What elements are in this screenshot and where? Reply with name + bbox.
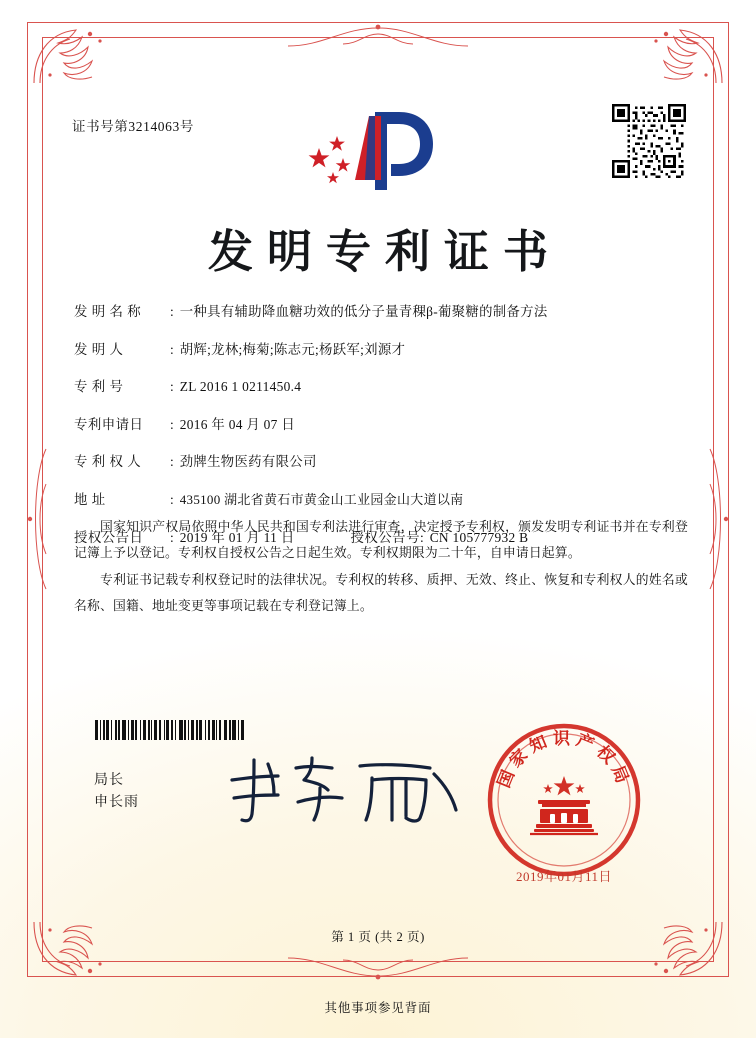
paragraph-1: 国家知识产权局依照中华人民共和国专利法进行审查，决定授予专利权，颁发发明专利证书并在专利登记簿上予以登记。专利权自授权公告之日起生效。专利权期限为二十年，自申请日起算。 [74, 520, 688, 560]
director-title-label: 局长 [94, 773, 124, 788]
certificate-number: 证书号第3214063号 [72, 119, 194, 134]
cnipa-logo-icon [303, 102, 453, 194]
field-value: ZL 2016 1 0211450.4 [179, 379, 302, 395]
official-seal [484, 720, 644, 880]
field-label: 发 明 名 称 [74, 304, 142, 319]
field-label: 专 利 号 [74, 379, 124, 395]
field-colon: : [170, 341, 174, 357]
field-value: 胡辉;龙林;梅菊;陈志元;杨跃军;刘源才 [179, 341, 406, 357]
qr-code [612, 104, 686, 178]
field-row-inventors [74, 340, 686, 360]
field-colon: : [170, 454, 174, 470]
legal-text [74, 515, 688, 621]
footnote: 其他事项参见背面 [324, 1001, 432, 1015]
page-title: 发明专利证书 [207, 225, 562, 278]
handwritten-signature [220, 750, 470, 830]
field-row-patent-number [74, 377, 686, 397]
right-edge-ornament [706, 444, 732, 594]
left-edge-ornament [24, 444, 50, 594]
field-value: 一种具有辅助降血糖功效的低分子量青稞β-葡聚糖的制备方法 [179, 304, 548, 319]
field-row-invention-name [74, 302, 686, 322]
signature-block [94, 770, 139, 813]
seal-date: 2019年01月11日 [515, 869, 613, 884]
field-value: 2016 年 04 月 07 日 [179, 416, 296, 432]
field-row-patentee [74, 452, 686, 472]
field-row-address [74, 490, 686, 510]
field-colon: : [170, 416, 174, 432]
field-row-application-date [74, 415, 686, 435]
field-value-grant-number: CN 105777932 B [429, 529, 529, 545]
field-label: 专利申请日 [74, 416, 144, 432]
field-label: 地 址 [74, 492, 106, 508]
field-value: 435100 湖北省黄石市黄金山工业园金山大道以南 [179, 492, 464, 508]
field-label: 授权公告日 [74, 529, 144, 545]
field-label: 专 利 权 人 [74, 454, 142, 470]
field-colon: : [170, 492, 174, 508]
field-value-grant-date: 2019 年 01 月 11 日 [179, 529, 295, 545]
field-colon: : [170, 304, 174, 319]
field-label-grant-number: 授权公告号 [350, 529, 420, 545]
field-colon: : [419, 529, 424, 545]
certificate-content [60, 60, 696, 950]
field-colon: : [170, 379, 174, 395]
barcode [95, 720, 295, 740]
field-colon: : [170, 529, 174, 545]
field-label: 发 明 人 [74, 341, 124, 357]
bottom-edge-ornament [283, 954, 473, 982]
paragraph-2: 专利证书记载专利权登记时的法律状况。专利权的转移、质押、无效、终止、恢复和专利权人的姓名或名称、国籍、地址变更等事项记载在专利登记簿上。 [74, 573, 688, 613]
top-edge-ornament [283, 22, 473, 50]
svg-text:国家知识产权局: 国家知识产权局 [494, 729, 634, 791]
page-indicator: 第 1 页 (共 2 页) [331, 930, 425, 944]
director-name-label: 申长雨 [94, 794, 139, 810]
field-value: 劲牌生物医药有限公司 [179, 454, 317, 470]
